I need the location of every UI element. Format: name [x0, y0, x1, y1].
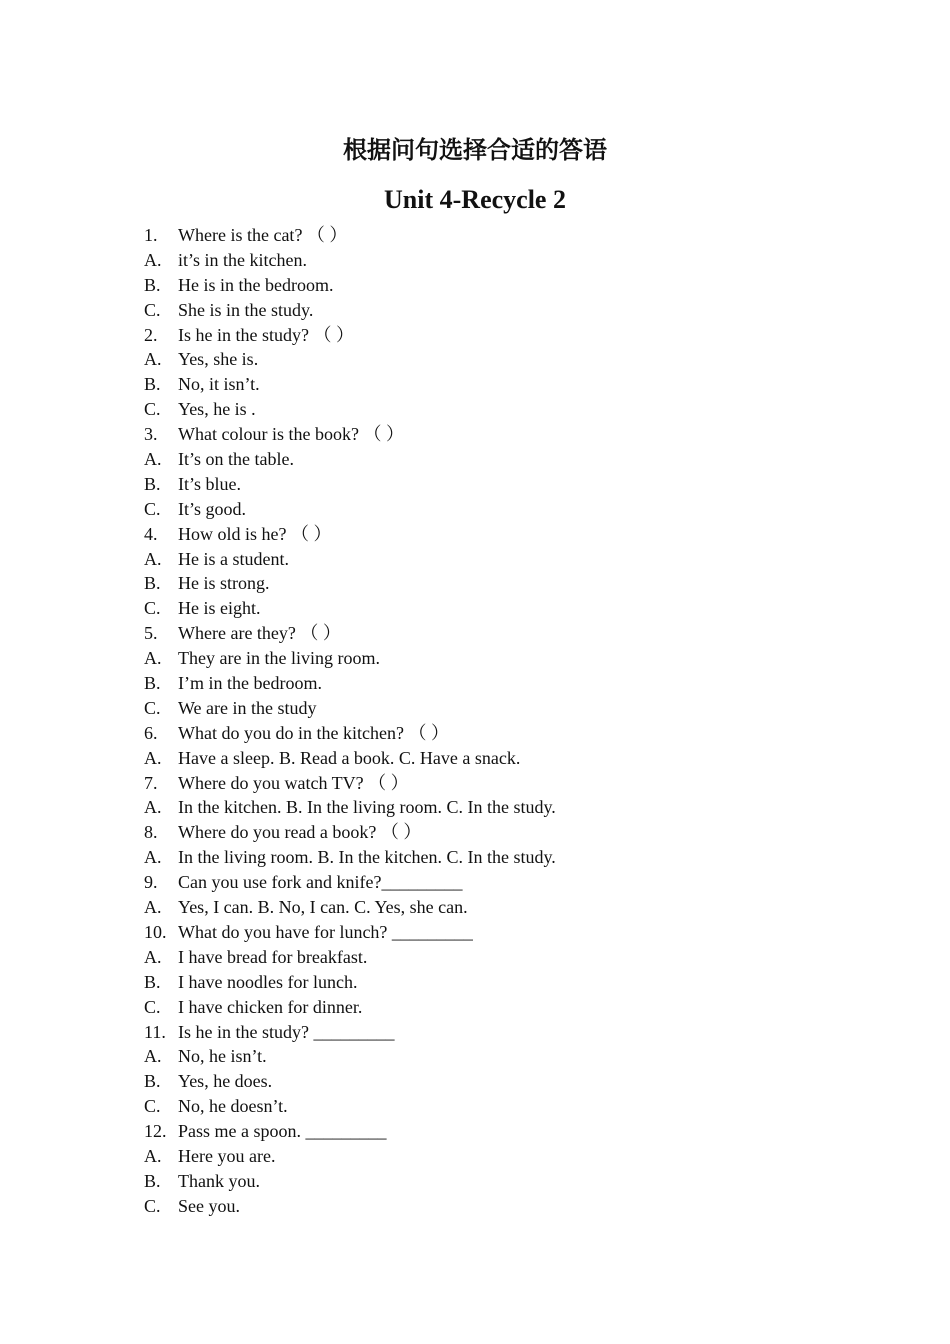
option-text: He is strong.	[178, 573, 270, 594]
question-number: 9.	[144, 872, 158, 893]
option-line	[144, 646, 844, 671]
option-line	[144, 447, 844, 472]
question-text: Pass me a spoon. _________	[178, 1121, 387, 1142]
option-text: No, he isn’t.	[178, 1046, 267, 1067]
option-line	[144, 547, 844, 572]
option-text: They are in the living room.	[178, 648, 380, 669]
option-text: I have chicken for dinner.	[178, 996, 363, 1017]
question-number: 4.	[144, 523, 158, 544]
question-text: Where do you watch TV? （ ）	[178, 772, 409, 793]
option-line	[144, 298, 844, 323]
option-letter: A.	[144, 648, 162, 669]
option-line	[144, 970, 844, 995]
option-line	[144, 671, 844, 696]
option-line	[144, 746, 844, 771]
option-text: Yes, she is.	[178, 349, 259, 370]
option-text: Yes, I can. B. No, I can. C. Yes, she can.	[178, 897, 468, 918]
question-line	[144, 870, 844, 895]
option-line	[144, 845, 844, 870]
option-line	[144, 895, 844, 920]
option-text: It’s blue.	[178, 473, 241, 494]
option-letter: B.	[144, 971, 161, 992]
question-line	[144, 621, 844, 646]
question-text: Where do you read a book? （ ）	[178, 822, 422, 843]
option-line	[144, 372, 844, 397]
option-text: See you.	[178, 1195, 240, 1216]
option-line	[144, 1169, 844, 1194]
question-text: What colour is the book? （ ）	[178, 424, 404, 445]
option-line	[144, 596, 844, 621]
option-text: He is a student.	[178, 548, 289, 569]
option-letter: A.	[144, 349, 162, 370]
option-line	[144, 397, 844, 422]
option-letter: A.	[144, 797, 162, 818]
question-text: What do you have for lunch? _________	[178, 921, 473, 942]
option-line	[144, 995, 844, 1020]
option-letter: C.	[144, 996, 161, 1017]
option-letter: A.	[144, 548, 162, 569]
option-text: Have a sleep. B. Read a book. C. Have a snack.	[178, 747, 521, 768]
question-number: 3.	[144, 424, 158, 445]
option-letter: C.	[144, 598, 161, 619]
option-letter: B.	[144, 1071, 161, 1092]
option-text: She is in the study.	[178, 299, 314, 320]
page-title-chinese: 根据问句选择合适的答语	[343, 136, 607, 164]
option-letter: B.	[144, 573, 161, 594]
option-line	[144, 273, 844, 298]
option-letter: C.	[144, 498, 161, 519]
option-line	[144, 1144, 844, 1169]
option-line	[144, 347, 844, 372]
option-line	[144, 945, 844, 970]
option-letter: C.	[144, 697, 161, 718]
question-number: 10.	[144, 921, 167, 942]
option-letter: A.	[144, 449, 162, 470]
option-text: it’s in the kitchen.	[178, 249, 307, 270]
option-line	[144, 1194, 844, 1219]
question-number: 12.	[144, 1121, 167, 1142]
option-letter: C.	[144, 1195, 161, 1216]
question-number: 8.	[144, 822, 158, 843]
question-line	[144, 1020, 844, 1045]
option-letter: C.	[144, 1096, 161, 1117]
option-letter: A.	[144, 1046, 162, 1067]
question-line	[144, 920, 844, 945]
page-title-english: Unit 4-Recycle 2	[384, 185, 566, 214]
question-number: 11.	[144, 1021, 166, 1042]
question-number: 6.	[144, 722, 158, 743]
question-number: 2.	[144, 324, 158, 345]
option-text: No, it isn’t.	[178, 374, 260, 395]
option-letter: A.	[144, 897, 162, 918]
option-letter: C.	[144, 399, 161, 420]
option-letter: A.	[144, 946, 162, 967]
option-text: I’m in the bedroom.	[178, 673, 322, 694]
option-text: No, he doesn’t.	[178, 1096, 288, 1117]
question-line	[144, 771, 844, 796]
option-line	[144, 1069, 844, 1094]
option-letter: A.	[144, 847, 162, 868]
option-text: He is in the bedroom.	[178, 274, 334, 295]
option-letter: A.	[144, 249, 162, 270]
question-text: Can you use fork and knife?_________	[178, 872, 463, 893]
option-text: It’s on the table.	[178, 449, 294, 470]
question-text: Where are they? （ ）	[178, 623, 341, 644]
option-text: Yes, he is .	[178, 399, 256, 420]
option-line	[144, 497, 844, 522]
option-line	[144, 1094, 844, 1119]
option-line	[144, 795, 844, 820]
question-number: 1.	[144, 225, 158, 245]
question-number: 7.	[144, 772, 158, 793]
question-list	[144, 223, 844, 1219]
option-text: In the living room. B. In the kitchen. C. In the study.	[178, 847, 556, 868]
option-line	[144, 1044, 844, 1069]
option-text: Thank you.	[178, 1170, 260, 1191]
option-letter: B.	[144, 673, 161, 694]
question-line	[144, 223, 844, 248]
question-text: What do you do in the kitchen? （ ）	[178, 722, 449, 743]
option-letter: B.	[144, 274, 161, 295]
question-line	[144, 323, 844, 348]
option-text: Yes, he does.	[178, 1071, 273, 1092]
option-letter: A.	[144, 747, 162, 768]
option-text: In the kitchen. B. In the living room. C. In the study.	[178, 797, 556, 818]
option-line	[144, 696, 844, 721]
question-line	[144, 422, 844, 447]
option-text: We are in the study	[178, 697, 317, 718]
option-letter: B.	[144, 473, 161, 494]
question-text: How old is he? （ ）	[178, 523, 332, 544]
option-letter: C.	[144, 299, 161, 320]
question-line	[144, 820, 844, 845]
question-line	[144, 522, 844, 547]
option-text: I have bread for breakfast.	[178, 946, 368, 967]
option-line	[144, 248, 844, 273]
question-text: Where is the cat? （ ）	[178, 225, 348, 245]
option-text: He is eight.	[178, 598, 261, 619]
question-text: Is he in the study? _________	[178, 1021, 395, 1042]
question-text: Is he in the study? （ ）	[178, 324, 354, 345]
option-line	[144, 472, 844, 497]
option-letter: A.	[144, 1145, 162, 1166]
question-line	[144, 1119, 844, 1144]
option-letter: B.	[144, 374, 161, 395]
option-text: It’s good.	[178, 498, 247, 519]
question-number: 5.	[144, 623, 158, 644]
option-line	[144, 571, 844, 596]
option-text: Here you are.	[178, 1145, 276, 1166]
option-text: I have noodles for lunch.	[178, 971, 358, 992]
option-letter: B.	[144, 1170, 161, 1191]
question-line	[144, 721, 844, 746]
